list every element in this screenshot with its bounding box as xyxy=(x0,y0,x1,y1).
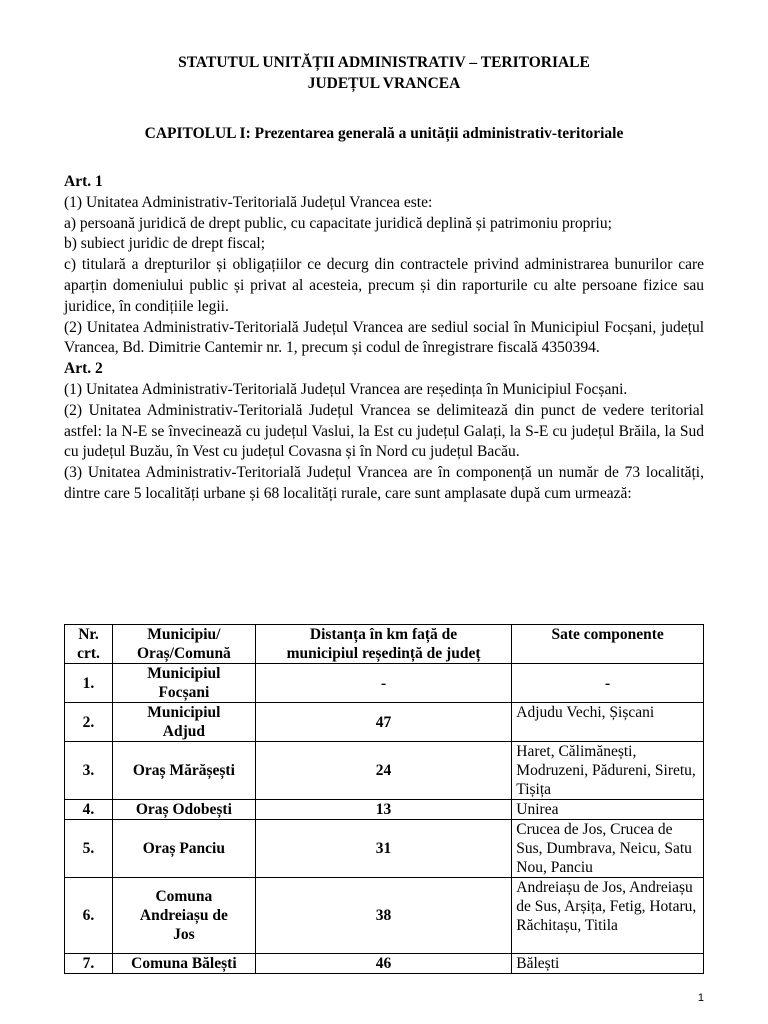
cell-name xyxy=(112,954,255,974)
cell-name-line: Comuna Bălești xyxy=(131,955,237,972)
cell-sate: - xyxy=(512,664,704,703)
art-1-paragraph-2: (2) Unitatea Administrativ-Teritorială Județul Vrancea are sediul social în Municipiul Focșani, județul Vrancea, Bd. Dimitrie Cantemir nr. 1, precum și codul de înregistrare fiscală 4350394. xyxy=(64,318,704,357)
cell-name xyxy=(112,703,255,742)
header-name-line-1: Municipiu/ xyxy=(147,626,221,643)
cell-distance: 46 xyxy=(255,954,511,974)
table-row xyxy=(65,742,704,800)
document-title xyxy=(64,52,704,94)
header-distance-line-1: Distanța în km față de xyxy=(309,626,458,643)
art-2-paragraph-3: (3) Unitatea Administrativ-Teritorială Județul Vrancea are în componență un număr de 73 localități, dintre care 5 localități urbane și 68 localități rurale, care sunt amplasate după cum urmează: xyxy=(64,464,704,502)
art-1-item-a: a) persoană juridică de drept public, cu capacitate juridică deplină și patrimoniu propriu; xyxy=(64,214,612,232)
document-page xyxy=(64,52,704,505)
art-2-heading: Art. 2 xyxy=(64,360,103,378)
cell-name-line: Municipiul xyxy=(147,665,221,682)
cell-nr: 7. xyxy=(65,954,113,974)
cell-distance: 24 xyxy=(255,742,511,800)
cell-name-line: Oraș Odobești xyxy=(135,801,232,818)
cell-distance: 31 xyxy=(255,820,511,878)
header-name xyxy=(112,625,255,664)
title-line-2: JUDEȚUL VRANCEA xyxy=(307,75,461,92)
cell-name-line: Oraș Mărășești xyxy=(132,762,235,779)
cell-nr: 3. xyxy=(65,742,113,800)
art-1-item-b: b) subiect juridic de drept fiscal; xyxy=(64,235,266,253)
chapter-heading: CAPITOLUL I: Prezentarea generală a unității administrativ-teritoriale xyxy=(144,125,624,142)
table-row xyxy=(65,800,704,820)
cell-name xyxy=(112,664,255,703)
cell-name-line: Municipiul xyxy=(147,704,221,721)
art-1-item-c: c) titulară a drepturilor și obligațiilor ce decurg din contractele privind administrarea bunurilor care aparțin domeniului public și privat al acesteia, precum și din raporturile cu alte persoane fizice sau juridice, în condițiile legii. xyxy=(64,256,704,315)
header-name-line-2: Oraș/Comună xyxy=(136,645,231,662)
cell-name-line: Focșani xyxy=(158,684,210,701)
header-distance-line-2: municipiul reședință de județ xyxy=(286,645,481,662)
cell-nr: 4. xyxy=(65,800,113,820)
header-nr xyxy=(65,625,113,664)
cell-distance: 47 xyxy=(255,703,511,742)
art-1-paragraph-1: (1) Unitatea Administrativ-Teritorială Județul Vrancea este: xyxy=(64,193,433,211)
cell-name xyxy=(112,800,255,820)
cell-sate: Unirea xyxy=(512,800,704,820)
header-distance xyxy=(255,625,511,664)
table-row xyxy=(65,878,704,954)
cell-name-line: Adjud xyxy=(162,723,205,740)
art-2-paragraph-2: (2) Unitatea Administrativ-Teritorială Județul Vrancea se delimitează din punct de vedere teritorial astfel: la N-E se învecinează cu județul Vaslui, la Est cu județul Galați, la S-E cu județul Brăila, la Sud cu județul Buzău, în Vest cu județul Covasna și în Nord cu județul Bacău. xyxy=(64,401,704,461)
cell-nr: 6. xyxy=(65,878,113,954)
cell-nr: 2. xyxy=(65,703,113,742)
cell-distance: 38 xyxy=(255,878,511,954)
cell-sate: Andreiașu de Jos, Andreiașu de Sus, Arșița, Fetig, Hotaru, Răchitașu, Titila xyxy=(512,878,704,954)
page-number: 1 xyxy=(697,992,704,1004)
table-row xyxy=(65,703,704,742)
cell-name-line: Andreiașu de xyxy=(139,907,228,924)
cell-nr: 5. xyxy=(65,820,113,878)
cell-distance: 13 xyxy=(255,800,511,820)
table-row xyxy=(65,820,704,878)
cell-sate: Crucea de Jos, Crucea de Sus, Dumbrava, Neicu, Satu Nou, Panciu xyxy=(512,820,704,878)
cell-nr: 1. xyxy=(65,664,113,703)
cell-name-line: Comuna xyxy=(155,888,213,905)
cell-name xyxy=(112,878,255,954)
cell-name xyxy=(112,820,255,878)
table-header-row xyxy=(65,625,704,664)
header-nr-line-1: Nr. xyxy=(78,626,99,643)
header-nr-line-2: crt. xyxy=(77,645,100,662)
cell-sate: Haret, Călimănești, Modruzeni, Pădureni, Siretu, Tișița xyxy=(512,742,704,800)
document-body xyxy=(64,172,704,505)
table-row xyxy=(65,954,704,974)
art-2-paragraph-1: (1) Unitatea Administrativ-Teritorială Județul Vrancea are reședința în Municipiul Focșani. xyxy=(64,380,628,398)
cell-sate: Adjudu Vechi, Șișcani xyxy=(512,703,704,742)
cell-distance: - xyxy=(255,664,511,703)
table-row xyxy=(65,664,704,703)
cell-name-line: Jos xyxy=(173,926,195,943)
cell-name-line: Oraș Panciu xyxy=(142,840,225,857)
cell-name xyxy=(112,742,255,800)
art-1-heading: Art. 1 xyxy=(64,173,103,190)
header-sate: Sate componente xyxy=(512,625,704,664)
title-line-1: STATUTUL UNITĂȚII ADMINISTRATIV – TERITORIALE xyxy=(178,54,590,71)
localities-table xyxy=(64,624,704,974)
cell-sate: Bălești xyxy=(512,954,704,974)
